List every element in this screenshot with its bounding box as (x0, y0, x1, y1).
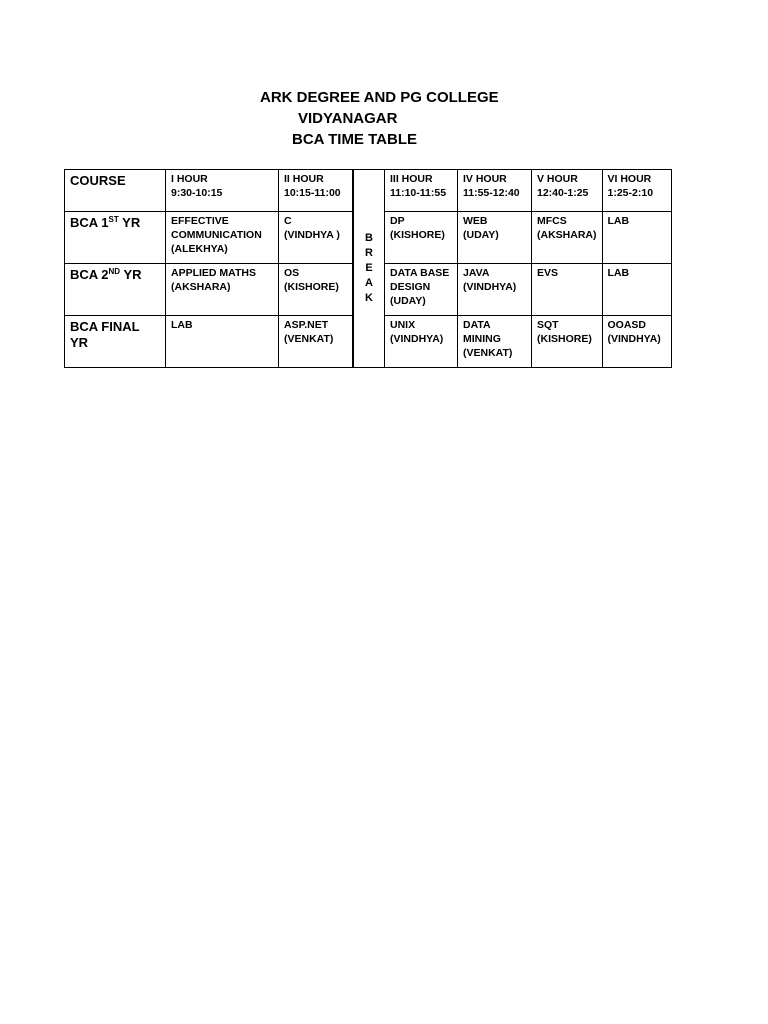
college-location: VIDYANAGAR (298, 110, 398, 127)
hour-time: 1:25-2:10 (607, 187, 654, 199)
cell-line: (KISHORE) (284, 281, 339, 293)
hour-label: II HOUR (284, 173, 324, 185)
cell-line: (ALEKHYA) (171, 243, 228, 255)
course-suffix: YR (118, 215, 141, 230)
course-name (65, 212, 166, 264)
college-name: ARK DEGREE AND PG COLLEGE (260, 89, 499, 106)
cell-line: (KISHORE) (537, 333, 592, 345)
timetable-cell (385, 264, 458, 316)
cell-line: EFFECTIVE (171, 215, 229, 227)
cell-line: DESIGN (390, 281, 431, 293)
hour-label: III HOUR (390, 173, 433, 185)
course-prefix: BCA 1 (70, 215, 109, 230)
cell-line: (VINDHYA) (463, 281, 517, 293)
column-gap (353, 212, 354, 264)
timetable-cell (458, 316, 532, 368)
timetable-cell (602, 316, 671, 368)
cell-line: MINING (463, 333, 501, 345)
cell-line: OS (284, 267, 300, 279)
course-header: COURSE (65, 170, 166, 212)
hour-time: 9:30-10:15 (171, 187, 223, 199)
hour-time: 11:55-12:40 (463, 187, 520, 199)
cell-line: SQT (537, 319, 559, 331)
timetable-cell (532, 316, 603, 368)
timetable-cell (279, 264, 353, 316)
hour-header-6 (602, 170, 671, 212)
hour-header-5 (532, 170, 603, 212)
cell-line: (VINDHYA) (607, 333, 661, 345)
cell-line: ASP.NET (284, 319, 329, 331)
hour-time: 12:40-1:25 (537, 187, 589, 199)
cell-line: (VENKAT) (463, 347, 513, 359)
course-ordinal: ST (108, 215, 119, 224)
hour-label: IV HOUR (463, 173, 507, 185)
timetable-cell (385, 316, 458, 368)
cell-line: OOASD (607, 319, 647, 331)
header-row (65, 170, 672, 212)
cell-line: LAB (607, 267, 630, 279)
break-letter: B (365, 232, 373, 244)
cell-line: (VINDHYA) (390, 333, 444, 345)
break-letter: A (365, 277, 373, 289)
timetable-cell (532, 264, 603, 316)
hour-header-2 (279, 170, 353, 212)
course-suffix: YR (120, 267, 142, 282)
cell-line: UNIX (390, 319, 416, 331)
cell-line: APPLIED MATHS (171, 267, 256, 279)
column-gap (353, 264, 354, 316)
timetable-cell (458, 212, 532, 264)
cell-line: (UDAY) (463, 229, 499, 241)
course-ordinal: ND (108, 267, 121, 276)
cell-line: (UDAY) (390, 295, 426, 307)
cell-line: JAVA (463, 267, 490, 279)
cell-line: DP (390, 215, 405, 227)
column-gap (353, 316, 354, 368)
course-prefix: BCA FINAL YR (70, 319, 140, 350)
cell-line: (VINDHYA ) (284, 229, 340, 241)
timetable-cell (166, 212, 279, 264)
cell-line: (VENKAT) (284, 333, 334, 345)
hour-header-3 (385, 170, 458, 212)
cell-line: (AKSHARA) (171, 281, 231, 293)
timetable-cell (279, 316, 353, 368)
cell-line: DATA (463, 319, 491, 331)
hour-header-1 (166, 170, 279, 212)
timetable-cell (279, 212, 353, 264)
course-prefix: BCA 2 (70, 267, 109, 282)
timetable-cell (532, 212, 603, 264)
break-letter: E (365, 262, 373, 274)
course-name (65, 264, 166, 316)
break-letter: K (365, 292, 373, 304)
cell-line: (AKSHARA) (537, 229, 597, 241)
timetable (64, 169, 672, 368)
cell-line: WEB (463, 215, 488, 227)
hour-label: VI HOUR (607, 173, 652, 185)
course-name (65, 316, 166, 368)
timetable-cell (166, 264, 279, 316)
hour-header-4 (458, 170, 532, 212)
cell-line: (KISHORE) (390, 229, 445, 241)
timetable-cell (458, 264, 532, 316)
timetable-cell (602, 212, 671, 264)
cell-line: MFCS (537, 215, 567, 227)
cell-line: EVS (537, 267, 559, 279)
cell-line: LAB (607, 215, 630, 227)
timetable-cell (602, 264, 671, 316)
break-column (354, 170, 385, 368)
hour-label: I HOUR (171, 173, 208, 185)
break-letter: R (365, 247, 373, 259)
cell-line: LAB (171, 319, 193, 331)
cell-line: COMMUNICATION (171, 229, 262, 241)
hour-time: 11:10-11:55 (390, 187, 447, 199)
timetable-cell (385, 212, 458, 264)
hour-time: 10:15-11:00 (284, 187, 341, 199)
hour-label: V HOUR (537, 173, 578, 185)
cell-line: DATA BASE (390, 267, 450, 279)
cell-line: C (284, 215, 292, 227)
timetable-cell (166, 316, 279, 368)
timetable-title: BCA TIME TABLE (292, 131, 417, 148)
